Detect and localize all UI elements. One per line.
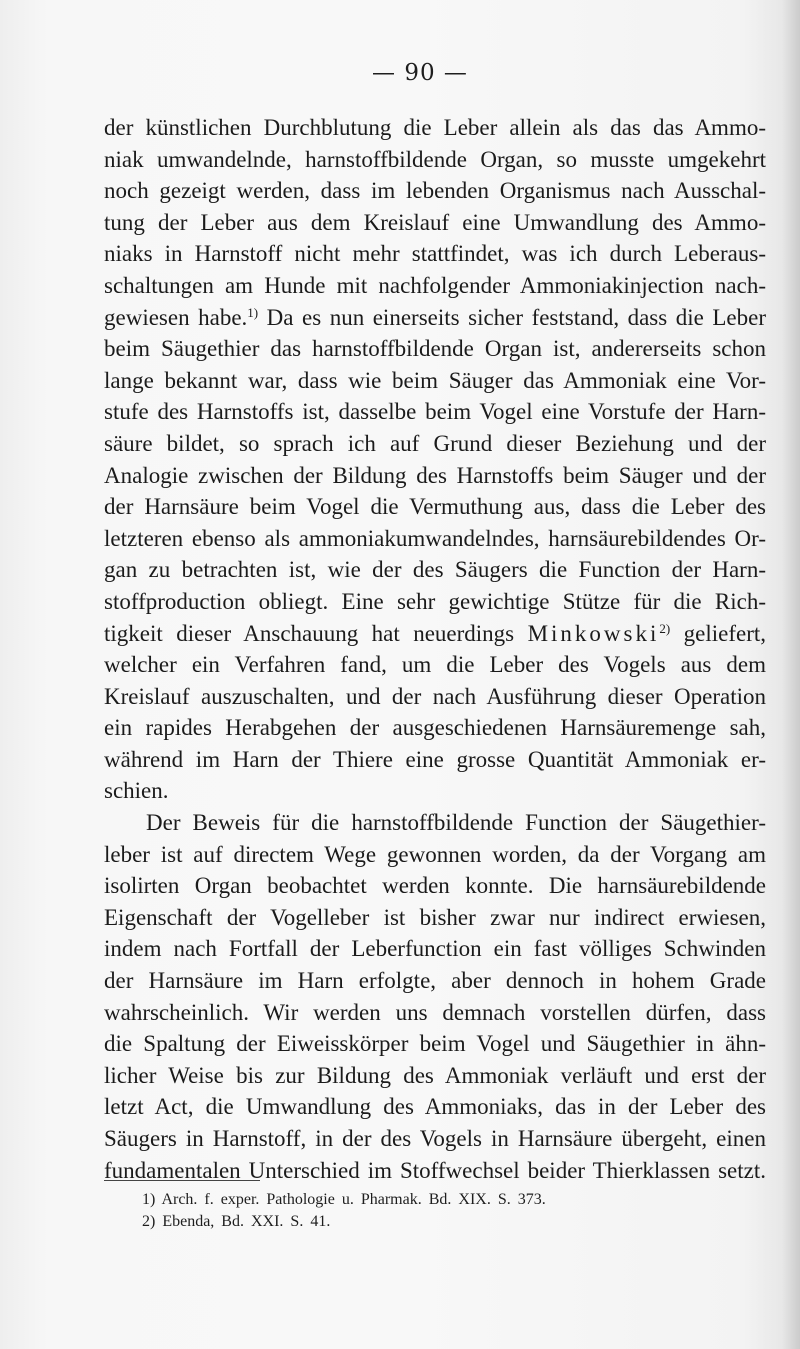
footnote-divider xyxy=(104,1180,260,1181)
text-line: schaltungen am Hunde mit nachfolgender Ammoniakinjection nach- xyxy=(104,272,766,298)
text-fragment: tigkeit dieser Anschauung hat neuerdings xyxy=(104,620,515,646)
text-line: der künstlichen Durchblutung die Leber allein als das das Ammo- xyxy=(104,115,766,140)
page-number: — 90 — xyxy=(372,60,468,86)
text-line: schien. xyxy=(104,778,169,804)
text-line: isolirten Organ beobachtet werden konnte. Die harnsäurebildende xyxy=(104,873,766,899)
text-line: licher Weise bis zur Bildung des Ammoniak verläuft und erst der xyxy=(104,1062,766,1088)
text-line: wahrscheinlich. Wir werden uns demnach vorstellen dürfen, dass xyxy=(104,999,766,1025)
text-line: Kreislauf auszuschalten, und der nach Ausführung dieser Operation xyxy=(104,683,766,709)
text-line: indem nach Fortfall der Leberfunction ein fast völliges Schwinden xyxy=(104,936,766,962)
footnotes xyxy=(142,1189,702,1233)
text-line: beim Säugethier das harnstoffbildende Organ ist, andererseits schon xyxy=(104,336,766,362)
paragraph-start: Der Beweis für die harnstoffbildende Function der Säugethier- xyxy=(146,810,766,836)
text-line: lange bekannt war, dass wie beim Säuger das Ammoniak eine Vor- xyxy=(104,367,766,393)
text-line: tung der Leber aus dem Kreislauf eine Umwandlung des Ammo- xyxy=(104,209,766,235)
footnote-1: 1) Arch. f. exper. Pathologie u. Pharmak. Bd. XIX. S. 373. xyxy=(142,1191,546,1208)
footnote-2: 2) Ebenda, Bd. XXI. S. 41. xyxy=(142,1213,331,1230)
text-line: niaks in Harnstoff nicht mehr stattfindet, was ich durch Leberaus- xyxy=(104,241,766,267)
page-edge-shadow xyxy=(782,0,800,1349)
text-line: leber ist auf directem Wege gewonnen worden, da der Vorgang am xyxy=(104,841,766,867)
text-line: Eigenschaft der Vogelleber ist bisher zwar nur indirect erwiesen, xyxy=(104,904,766,930)
text-line xyxy=(104,302,766,334)
text-line: stoffproduction obliegt. Eine sehr gewichtige Stütze für die Rich- xyxy=(104,588,766,614)
text-line xyxy=(104,618,766,650)
text-line: der Harnsäure im Harn erfolgte, aber dennoch in hohem Grade xyxy=(104,968,766,994)
footnote-ref-1: 1) xyxy=(247,304,259,320)
text-line: fundamentalen Unterschied im Stoffwechsel beider Thierklassen setzt. xyxy=(104,1157,766,1183)
text-line: die Spaltung der Eiweisskörper beim Vogel und Säugethier in ähn- xyxy=(104,1031,766,1057)
text-line: letzt Act, die Umwandlung des Ammoniaks, das in der Leber des xyxy=(104,1094,766,1120)
text-line: Analogie zwischen der Bildung des Harnstoffs beim Säuger und der xyxy=(104,462,766,488)
text-line: gan zu betrachten ist, wie der des Säugers die Function der Harn- xyxy=(104,557,766,583)
text-line: letzteren ebenso als ammoniakumwandelndes, harnsäurebildendes Or- xyxy=(104,525,766,551)
text-line: noch gezeigt werden, dass im lebenden Organismus nach Ausschal- xyxy=(104,178,766,204)
text-fragment: gewiesen habe. xyxy=(104,304,248,330)
author-name: Minkowski xyxy=(527,620,660,646)
text-line: stufe des Harnstoffs ist, dasselbe beim Vogel eine Vorstufe der Harn- xyxy=(104,399,766,425)
text-line: säure bildet, so sprach ich auf Grund dieser Beziehung und der xyxy=(104,430,766,456)
text-line: ein rapides Herabgehen der ausgeschiedenen Harnsäuremenge sah, xyxy=(104,715,766,741)
text-line: Säugers in Harnstoff, in der des Vogels in Harnsäure übergeht, einen xyxy=(104,1126,766,1151)
text-line: während im Harn der Thiere eine grosse Quantität Ammoniak er- xyxy=(104,746,766,772)
text-fragment: geliefert, xyxy=(683,620,767,646)
text-fragment: Da es nun einerseits sicher feststand, dass die Leber xyxy=(266,304,766,330)
text-line: der Harnsäure beim Vogel die Vermuthung aus, dass die Leber des xyxy=(104,494,766,520)
footnote-ref-2: 2) xyxy=(659,620,671,636)
text-line: welcher ein Verfahren fand, um die Leber des Vogels aus dem xyxy=(104,652,766,678)
text-line: niak umwandelnde, harnstoffbildende Organ, so musste umgekehrt xyxy=(104,146,766,172)
body-text xyxy=(104,112,766,1186)
